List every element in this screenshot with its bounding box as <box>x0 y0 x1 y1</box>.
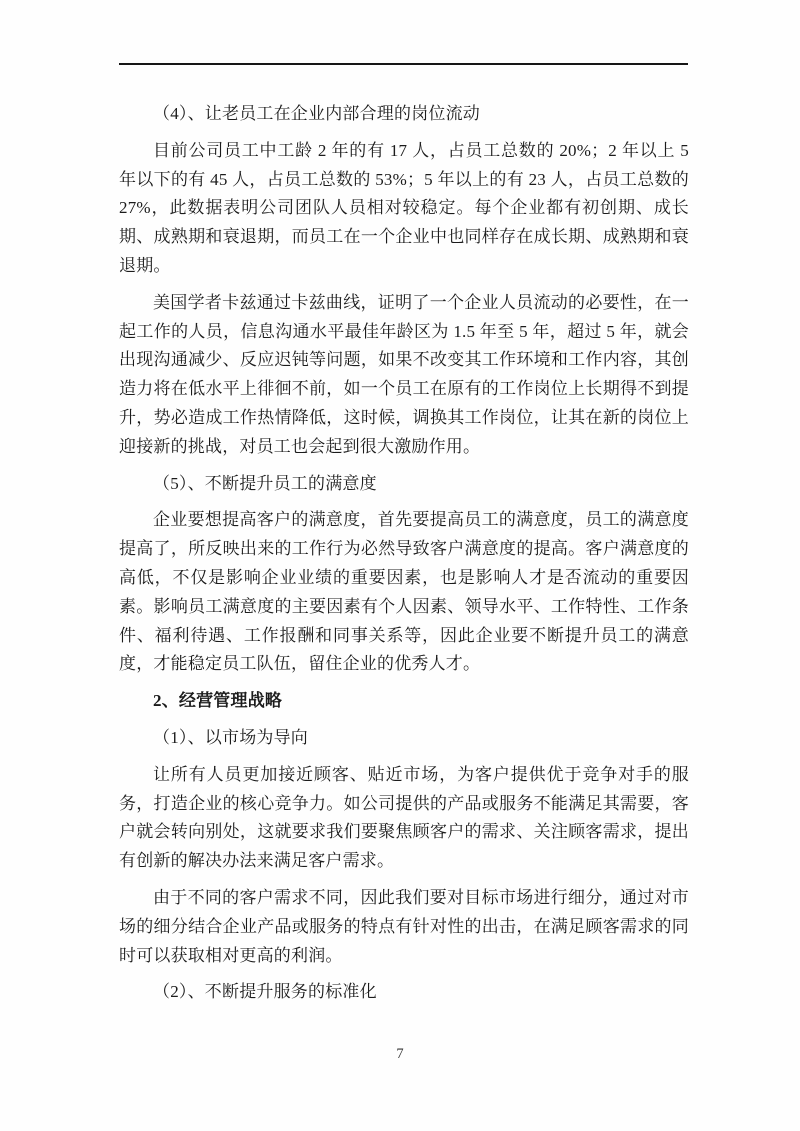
section-heading-1-market-oriented: （1）、以市场为导向 <box>153 727 308 747</box>
paragraph-katz-curve: 美国学者卡兹通过卡兹曲线，证明了一个企业人员流动的必要性，在一起工作的人员，信息沟通水平最佳年龄区为 1.5 年至 5 年，超过 5 年，就会出现沟通减少、反应迟钝等问题，如果不改变其工作环境和工作内容，其创造力将在低水平上徘徊不前，如一个员工在原有的工作岗位上长期得不到提升，势必造成工作热情降低，这时候，调换其工作岗位，让其在新的岗位上迎接新的挑战，对员工也会起到很大激励作用。 <box>119 292 689 456</box>
section-heading-2-service-standardization: （2）、不断提升服务的标准化 <box>153 982 377 1002</box>
page-number: 7 <box>396 1046 404 1062</box>
section-heading-2-management-strategy: 2、经营管理战略 <box>153 691 283 711</box>
document-body <box>119 100 689 1015</box>
paragraph-employee-satisfaction: 企业要想提高客户的满意度，首先要提高员工的满意度，员工的满意度提高了，所反映出来的工作行为必然导致客户满意度的提高。客户满意度的高低，不仅是影响企业业绩的重要因素，也是影响人才是否流动的重要因素。影响员工满意度的主要因素有个人因素、领导水平、工作特性、工作条件、福利待遇、工作报酬和同事关系等，因此企业要不断提升员工的满意度，才能稳定员工队伍，留住企业的优秀人才。 <box>119 510 689 674</box>
paragraph-tenure-statistics: 目前公司员工中工龄 2 年的有 17 人，占员工总数的 20%；2 年以上 5 年以下的有 45 人，占员工总数的 53%；5 年以上的有 23 人，占员工总数的 27%，此数据表明公司团队人员相对较稳定。每个企业都有初创期、成长期、成熟期和衰退期，而员工在一个企业中也同样存在成长期、成熟期和衰退期。 <box>119 140 689 275</box>
section-heading-4: （4）、让老员工在企业内部合理的岗位流动 <box>153 104 480 123</box>
section-heading-5: （5）、不断提升员工的满意度 <box>153 473 377 493</box>
paragraph-customer-focus: 让所有人员更加接近顾客、贴近市场，为客户提供优于竞争对手的服务，打造企业的核心竞争力。如公司提供的产品或服务不能满足其需要，客户就会转向别处，这就要求我们要聚焦顾客户的需求、关注顾客需求，提出有创新的解决办法来满足客户需求。 <box>119 764 689 871</box>
header-rule <box>119 63 688 65</box>
paragraph-market-segmentation: 由于不同的客户需求不同，因此我们要对目标市场进行细分，通过对市场的细分结合企业产品或服务的特点有针对性的出击，在满足顾客需求的同时可以获取相对更高的利润。 <box>119 887 689 965</box>
